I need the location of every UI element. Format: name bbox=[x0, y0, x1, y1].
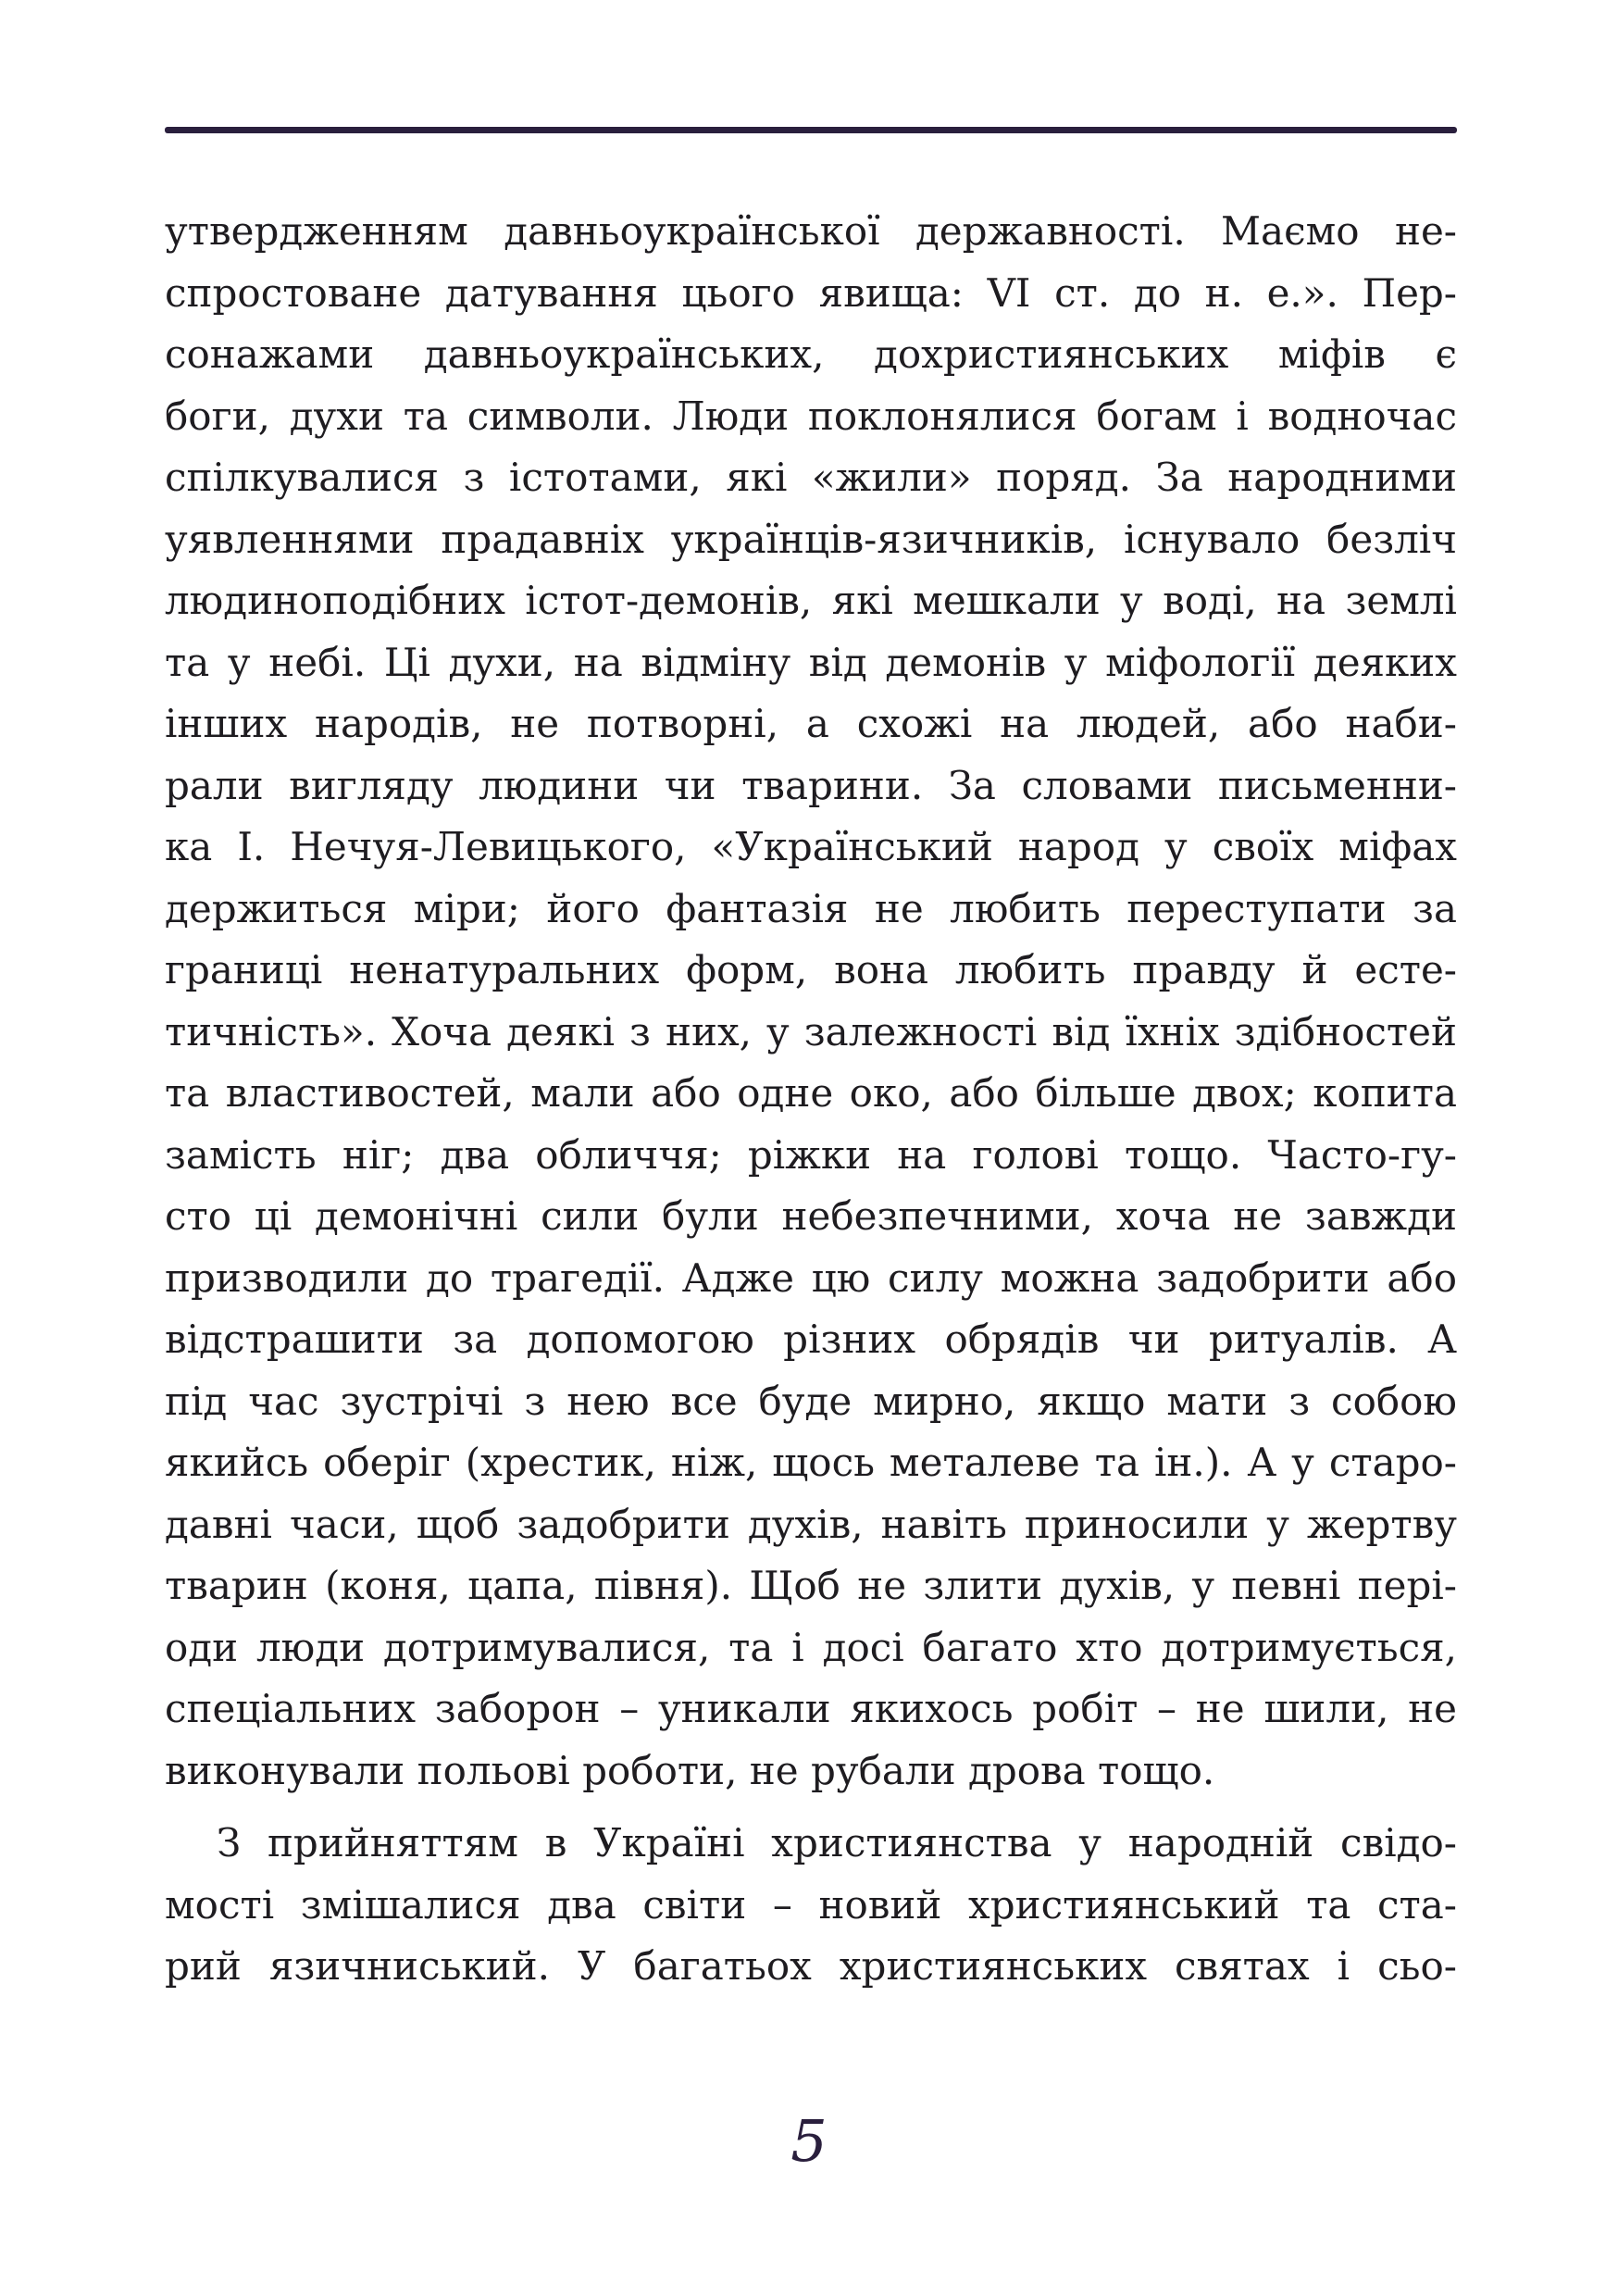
text-line: давні часи, щоб задобрити духів, навіть приносили у жертву bbox=[165, 1501, 1457, 1547]
page-number: 5 bbox=[790, 2107, 828, 2175]
text-line: під час зустрічі з нею все буде мирно, якщо мати з собою bbox=[165, 1378, 1457, 1424]
text-line: границі ненатуральних форм, вона любить правду й есте- bbox=[165, 947, 1457, 992]
text-line: сто ці демонічні сили були небезпечними, хоча не завжди bbox=[165, 1193, 1457, 1239]
body-text bbox=[165, 201, 1457, 1998]
text-line: якийсь оберіг (хрестик, ніж, щось металеве та ін.). А у старо- bbox=[165, 1440, 1457, 1485]
text-line: утвердженням давньоукраїнської державності. Маємо не- bbox=[165, 208, 1457, 254]
text-line: замість ніг; два обличчя; ріжки на голові тощо. Часто-гу- bbox=[165, 1131, 1457, 1178]
text-line: та у небі. Ці духи, на відміну від демонів у міфології деяких bbox=[165, 639, 1457, 685]
text-line: спеціальних заборон – уникали якихось робіт – не шили, не bbox=[165, 1686, 1457, 1731]
text-line: мості змішалися два світи – новий християнський та ста- bbox=[165, 1881, 1457, 1928]
text-line: призводили до трагедії. Адже цю силу можна задобрити або bbox=[165, 1254, 1457, 1301]
text-line: відстрашити за допомогою різних обрядів чи ритуалів. А bbox=[165, 1316, 1457, 1362]
text-line: інших народів, не потворні, а схожі на людей, або наби- bbox=[165, 701, 1457, 746]
header-rule bbox=[165, 127, 1457, 133]
text-line: тварин (коня, цапа, півня). Щоб не злити духів, у певні пері- bbox=[165, 1563, 1457, 1608]
text-line: рий язичниський. У багатьох християнських святах і сьо- bbox=[165, 1943, 1457, 1989]
text-line: рали вигляду людини чи тварини. За словами письменни- bbox=[165, 762, 1457, 808]
text-line: виконували польові роботи, не рубали дрова тощо. bbox=[165, 1747, 1215, 1793]
text-line: тичність». Хоча деякі з них, у залежності від їхніх здібностей bbox=[165, 1008, 1457, 1054]
text-line: оди люди дотримувалися, та і досі багато хто дотримується, bbox=[165, 1624, 1457, 1670]
text-line: людиноподібних істот-демонів, які мешкали у воді, на землі bbox=[165, 578, 1457, 623]
text-line: спілкувалися з істотами, які «жили» поряд. За народними bbox=[165, 455, 1457, 500]
text-line: спростоване датування цього явища: VI ст. до н. е.». Пер- bbox=[165, 269, 1457, 316]
paragraph-first-line: З прийняттям в Україні християнства у народній свідо- bbox=[217, 1820, 1457, 1866]
text-line: уявленнями прадавніх українців-язичників, існувало безліч bbox=[165, 516, 1457, 562]
text-line: боги, духи та символи. Люди поклонялися богам і водночас bbox=[165, 393, 1457, 439]
text-line: сонажами давньоукраїнських, дохристиянських міфів є bbox=[165, 331, 1457, 377]
text-line: держиться міри; його фантазія не любить переступати за bbox=[165, 885, 1457, 931]
text-line: та властивостей, мали або одне око, або більше двох; копита bbox=[165, 1070, 1457, 1116]
text-line: ка І. Нечуя-Левицького, «Український народ у своїх міфах bbox=[165, 824, 1457, 869]
